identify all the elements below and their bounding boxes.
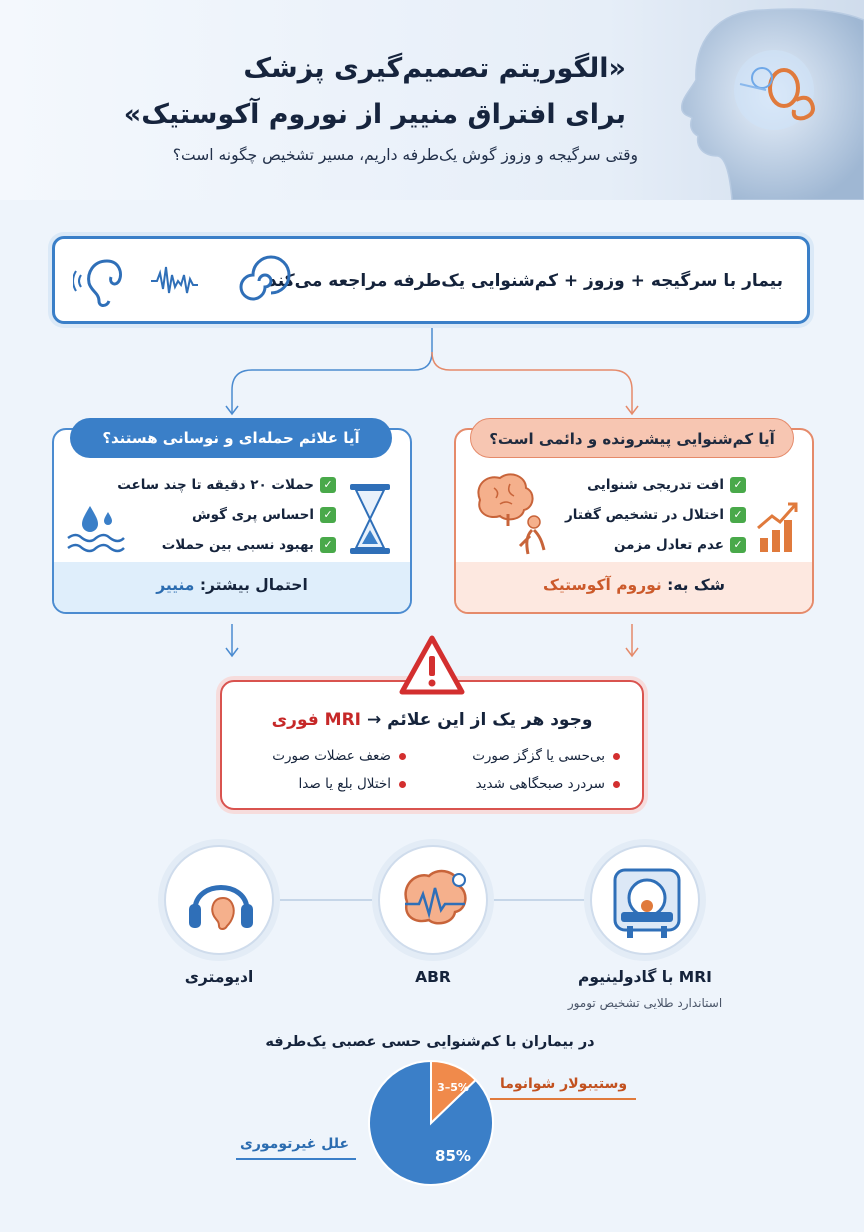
test-audiometry-label: ادیومتری [184,968,254,986]
left-branch-question: آیا علائم حمله‌ای و نوسانی هستند؟ [70,418,392,458]
check-icon: ✓ [730,507,746,523]
title-line-1: «الگوریتم تصمیم‌گیری پزشک [243,53,626,84]
start-patient-box [52,236,810,324]
vertigo-spiral-icon [241,257,289,299]
red-flag-box [220,680,644,810]
right-branch-result [456,562,812,612]
bullet-icon [399,753,406,760]
brain-wave-icon [395,862,475,942]
left-branch-result [54,562,410,612]
test-mri [590,845,700,955]
left-result-prefix: احتمال بیشتر: [199,576,308,594]
slice-label-underline [490,1098,636,1100]
pie-value-schwannoma: 3–5% [437,1081,469,1094]
red-flag-title-prefix: وجود هر یک از این علائم → [366,710,593,730]
test-mri-sub: استاندارد طلایی تشخیص تومور [567,996,723,1010]
warning-triangle-icon [398,634,466,696]
test-abr [378,845,488,955]
red-flag-title [222,710,642,730]
slice-label-underline [236,1158,356,1160]
test-mri-label: MRI با گادولینیوم [578,968,712,986]
check-icon: ✓ [730,477,746,493]
list-item: ✓بهبود نسبی بین حملات [117,530,336,560]
title-line-2: برای افتراق منییر از نوروم آکوستیک» [123,99,626,130]
headphones-ear-icon [181,862,261,942]
hourglass-icon [348,482,392,556]
check-icon: ✓ [320,507,336,523]
page-subtitle: وقتی سرگیجه و وزوز گوش یک‌طرفه داریم، مسیر تشخیص چگونه است؟ [172,146,638,164]
slice-label-schwannoma: وستیبولار شوانوما [500,1076,628,1092]
list-item: ✓عدم تعادل مزمن [565,530,746,560]
red-flag-list-right [472,742,620,798]
chart-title: در بیماران با کم‌شنوایی حسی عصبی یک‌طرفه [265,1034,595,1050]
list-item: ✓احساس پری گوش [117,500,336,530]
test-audiometry [164,845,274,955]
pie-value-nontumor: 85% [435,1147,471,1165]
check-icon: ✓ [320,477,336,493]
ear-icon [73,261,121,306]
rising-chart-icon [756,498,802,554]
bullet-icon [399,781,406,788]
left-result-value: منییر [156,576,195,594]
check-icon: ✓ [730,537,746,553]
list-item: ✓افت تدریجی شنوایی [565,470,746,500]
right-result-value: نوروم آکوستیک [542,576,662,594]
check-icon: ✓ [320,537,336,553]
mri-scanner-icon [607,862,687,942]
pie-chart [366,1058,496,1188]
left-checklist [117,470,336,560]
test-abr-label: ABR [415,968,451,986]
right-result-prefix: شک به: [667,576,725,594]
list-item: سردرد صبحگاهی شدید [472,770,620,798]
red-flag-list-left [272,742,406,798]
bullet-icon [613,753,620,760]
brain-person-icon [470,470,556,558]
start-text: بیمار با سرگیجه + وزوز + کم‌شنوایی یک‌طرفه مراجعه می‌کند [267,271,783,291]
list-item: ✓اختلال در تشخیص گفتار [565,500,746,530]
list-item: بی‌حسی یا گزگز صورت [472,742,620,770]
water-drops-icon [66,502,128,556]
right-checklist [565,470,746,560]
right-branch-question: آیا کم‌شنوایی پیشرونده و دائمی است؟ [470,418,794,458]
ear-wave-vertigo-icons [73,253,303,309]
list-item: ضعف عضلات صورت [272,742,406,770]
bullet-icon [613,781,620,788]
list-item: ✓حملات ۲۰ دقیقه تا چند ساعت [117,470,336,500]
list-item: اختلال بلع یا صدا [272,770,406,798]
slice-label-nontumor: علل غیرتوموری [240,1136,350,1152]
red-flag-title-mri: MRI فوری [271,710,362,730]
sound-wave-icon [151,267,198,293]
